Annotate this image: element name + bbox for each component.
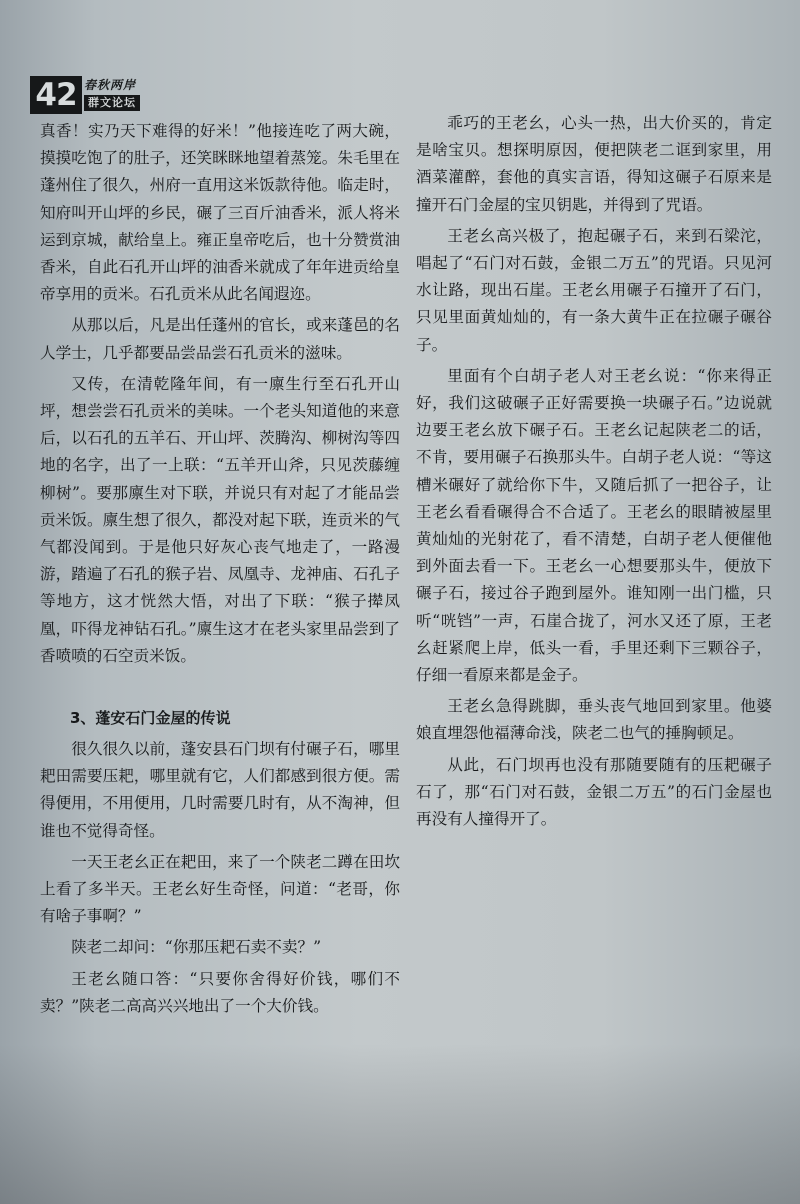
paragraph: 一天王老幺正在耙田，来了一个陕老二蹲在田坎上看了多半天。王老幺好生奇怪，问道：“老哥，你有啥子事啊？”	[40, 852, 400, 926]
paragraph: 乖巧的王老幺，心头一热，出大价买的，肯定是啥宝贝。想探明原因，便把陕老二诓到家里，用酒菜灌醉，套他的真实言语，得知这碾子石原来是撞开石门金屋的宝贝钥匙，并得到了咒语。	[416, 114, 772, 214]
paragraph: 很久很久以前，蓬安县石门坝有付碾子石，哪里耙田需要压耙，哪里就有它，人们都感到很方便。需得便用，不用便用，几时需要几时有，从不淘神，但谁也不觉得奇怪。	[40, 740, 400, 840]
page-header	[30, 76, 140, 116]
paragraph: 陕老二却问：“你那压耙石卖不卖？”	[71, 938, 322, 957]
paragraph: 又传，在清乾隆年间，有一廪生行至石孔开山坪，想尝尝石孔贡米的美味。一个老头知道他的来意后，以石孔的五羊石、开山坪、茨腾沟、柳树沟等四地的名字，出了一上联：“五羊开山斧，只见茨藤缠柳树”。要那廪生对下联，并说只有对起了才能品尝贡米饭。廪生想了很久，都没对起下联，连贡米的气气都没闻到。于是他只好灰心丧气地走了，一路漫游，踏遍了石孔的猴子岩、凤凰寺、龙神庙、石孔子等地方，这才恍然大悟，对出了下联：“猴子撵凤凰，吓得龙神钻石孔。”廪生这才在老头家里品尝到了香喷喷的石空贡米饭。	[40, 374, 400, 665]
right-column	[416, 110, 772, 837]
page-number: 42	[30, 76, 82, 114]
section-heading: 3、蓬安石门金屋的传说	[70, 709, 231, 728]
brand-logo-text: 春秋两岸	[84, 78, 137, 92]
paragraph: 王老幺随口答：“只要你舍得好价钱，哪们不卖？”陕老二高高兴兴地出了一个大价钱。	[40, 969, 400, 1015]
magazine-brand	[84, 77, 140, 111]
paragraph: 真香！实乃天下难得的好米！”他接连吃了两大碗，摸摸吃饱了的肚子，还笑眯眯地望着蒸笼。朱毛里在蓬州住了很久，州府一直用这米饭款待他。临走时，知府叫开山坪的乡民，碾了三百斤油香米，派人将米运到京城，献给皇上。雍正皇帝吃后，也十分赞赏油香米，自此石孔开山坪的油香米就成了年年进贡给皇帝享用的贡米。石孔贡米从此名闻遐迩。	[40, 122, 400, 304]
left-column	[40, 118, 400, 1024]
paragraph: 里面有个白胡子老人对王老幺说：“你来得正好，我们这破碾子正好需要换一块碾子石。”边说就边要王老幺放下碾子石。王老幺记起陕老二的话，不肯，要用碾子石换那头牛。白胡子老人说：“等这槽米碾好了就给你下牛，又随后抓了一把谷子，让王老幺看看碾得合不合适了。王老幺的眼睛被屋里黄灿灿的光射花了，看不清楚，白胡子老人便催他到外面去看一下。王老幺一心想要那头牛，便放下碾子石，接过谷子跑到屋外。谁知刚一出门槛，只听“咣铛”一声，石崖合拢了，河水又还了原，王老幺赶紧爬上岸，低头一看，手里还剩下三颗谷子，仔细一看原来都是金子。	[416, 366, 772, 685]
column-name: 群文论坛	[84, 95, 140, 111]
paragraph: 王老幺急得跳脚，垂头丧气地回到家里。他婆娘直埋怨他福薄命浅，陕老二也气的捶胸顿足。	[416, 697, 772, 743]
paragraph: 从那以后，凡是出任蓬州的官长，或来蓬邑的名人学士，几乎都要品尝品尝石孔贡米的滋味。	[40, 316, 400, 362]
paragraph: 王老幺高兴极了，抱起碾子石，来到石梁沱，唱起了“石门对石鼓，金银二万五”的咒语。只见河水让路，现出石崖。王老幺用碾子石撞开了石门，只见里面黄灿灿的，有一条大黄牛正在拉碾子碾谷子。	[416, 226, 772, 354]
paragraph: 从此，石门坝再也没有那随要随有的压耙碾子石了，那“石门对石鼓，金银二万五”的石门金屋也再没有人撞得开了。	[416, 755, 772, 829]
